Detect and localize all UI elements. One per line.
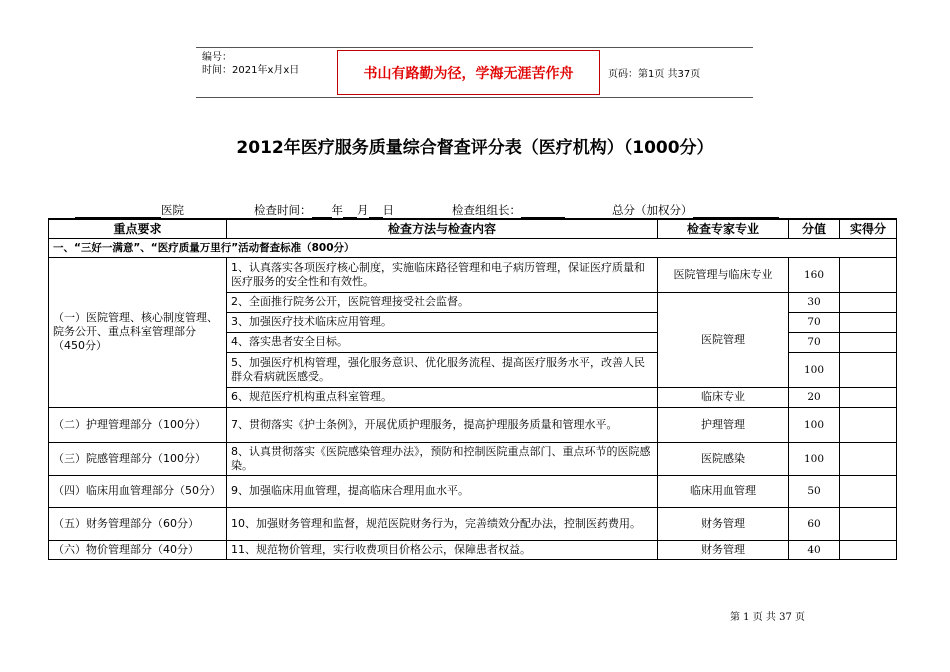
expert-cell: 护理管理	[658, 407, 789, 442]
requirement-cell: （五）财务管理部分（60分）	[49, 507, 227, 540]
expert-cell: 临床用血管理	[658, 475, 789, 507]
score-cell: 100	[789, 407, 840, 442]
content-cell: 4、落实患者安全目标。	[227, 332, 658, 352]
col-header-content: 检查方法与检查内容	[227, 219, 658, 238]
leader-field	[452, 202, 565, 218]
table-row	[49, 257, 897, 292]
hospital-label: 医院	[161, 203, 184, 217]
check-time-label: 检查时间：	[254, 203, 312, 217]
page-number-label: 页码：第1页 共37页	[608, 69, 701, 80]
table-row	[49, 507, 897, 540]
date-label: 时间：2021年x月x日	[202, 65, 300, 76]
table-row	[49, 475, 897, 507]
expert-cell: 财务管理	[658, 507, 789, 540]
actual-score-cell[interactable]	[840, 475, 897, 507]
score-cell: 30	[789, 292, 840, 312]
requirement-cell-group1: （一）医院管理、核心制度管理、院务公开、重点科室管理部分（450分）	[49, 257, 227, 407]
actual-score-cell[interactable]	[840, 332, 897, 352]
expert-cell: 医院管理与临床专业	[658, 257, 789, 292]
content-cell: 11、规范物价管理，实行收费项目价格公示，保障患者权益。	[227, 540, 658, 559]
score-cell: 160	[789, 257, 840, 292]
serial-number-label: 编号：	[202, 52, 232, 63]
score-cell: 70	[789, 332, 840, 352]
score-cell: 100	[789, 442, 840, 475]
page-title: 2012年医疗服务质量综合督查评分表（医疗机构）（1000分）	[236, 138, 714, 158]
actual-score-cell[interactable]	[840, 407, 897, 442]
table-row	[49, 442, 897, 475]
actual-score-cell[interactable]	[840, 292, 897, 312]
total-score-label: 总分（加权分）	[612, 203, 693, 217]
content-cell: 8、认真贯彻落实《医院感染管理办法》，预防和控制医院重点部门、重点环节的医院感染。	[227, 442, 658, 475]
actual-score-cell[interactable]	[840, 352, 897, 387]
content-cell: 10、加强财务管理和监督，规范医院财务行为，完善绩效分配办法，控制医药费用。	[227, 507, 658, 540]
requirement-cell: （四）临床用血管理部分（50分）	[49, 475, 227, 507]
day-label: 日	[382, 203, 394, 217]
evaluation-table	[48, 218, 897, 560]
actual-score-cell[interactable]	[840, 387, 897, 407]
hospital-field	[75, 202, 184, 218]
content-cell: 9、加强临床用血管理，提高临床合理用血水平。	[227, 475, 658, 507]
actual-score-cell[interactable]	[840, 507, 897, 540]
content-cell: 5、加强医疗机构管理，强化服务意识、优化服务流程、提高医疗服务水平，改善人民群众看病就医感受。	[227, 352, 658, 387]
actual-score-cell[interactable]	[840, 257, 897, 292]
content-cell: 3、加强医疗技术临床应用管理。	[227, 312, 658, 332]
score-cell: 20	[789, 387, 840, 407]
col-header-requirement: 重点要求	[49, 219, 227, 238]
col-header-actual-score: 实得分	[840, 219, 897, 238]
expert-cell-merged: 医院管理	[658, 292, 789, 387]
actual-score-cell[interactable]	[840, 540, 897, 559]
table-row	[49, 540, 897, 559]
expert-cell: 医院感染	[658, 442, 789, 475]
check-time-field	[254, 202, 394, 218]
content-cell: 1、认真落实各项医疗核心制度，实施临床路径管理和电子病历管理，保证医疗质量和医疗服务的安全性和有效性。	[227, 257, 658, 292]
content-cell: 7、贯彻落实《护士条例》，开展优质护理服务，提高护理服务质量和管理水平。	[227, 407, 658, 442]
leader-label: 检查组组长：	[452, 203, 521, 217]
score-cell: 50	[789, 475, 840, 507]
header-left-cell	[196, 48, 337, 97]
year-label: 年	[331, 203, 343, 217]
content-cell: 2、全面推行院务公开，医院管理接受社会监督。	[227, 292, 658, 312]
col-header-expert: 检查专家专业	[658, 219, 789, 238]
actual-score-cell[interactable]	[840, 312, 897, 332]
requirement-cell: （三）院感管理部分（100分）	[49, 442, 227, 475]
total-score-field	[612, 202, 779, 218]
section-title: 一、“三好一满意”、“医疗质量万里行”活动督查标准（800分）	[49, 238, 897, 257]
content-cell: 6、规范医疗机构重点科室管理。	[227, 387, 658, 407]
document-header	[196, 47, 753, 98]
actual-score-cell[interactable]	[840, 442, 897, 475]
table-header-row	[49, 219, 897, 238]
page-footer: 第 1 页 共 37 页	[730, 612, 805, 623]
section-row	[49, 238, 897, 257]
expert-cell: 临床专业	[658, 387, 789, 407]
requirement-cell: （六）物价管理部分（40分）	[49, 540, 227, 559]
score-cell: 70	[789, 312, 840, 332]
score-cell: 60	[789, 507, 840, 540]
table-row	[49, 407, 897, 442]
motto-box: 书山有路勤为径，学海无涯苦作舟	[337, 50, 600, 95]
requirement-cell: （二）护理管理部分（100分）	[49, 407, 227, 442]
expert-cell: 财务管理	[658, 540, 789, 559]
col-header-score: 分值	[789, 219, 840, 238]
month-label: 月	[357, 203, 369, 217]
score-cell: 40	[789, 540, 840, 559]
score-cell: 100	[789, 352, 840, 387]
